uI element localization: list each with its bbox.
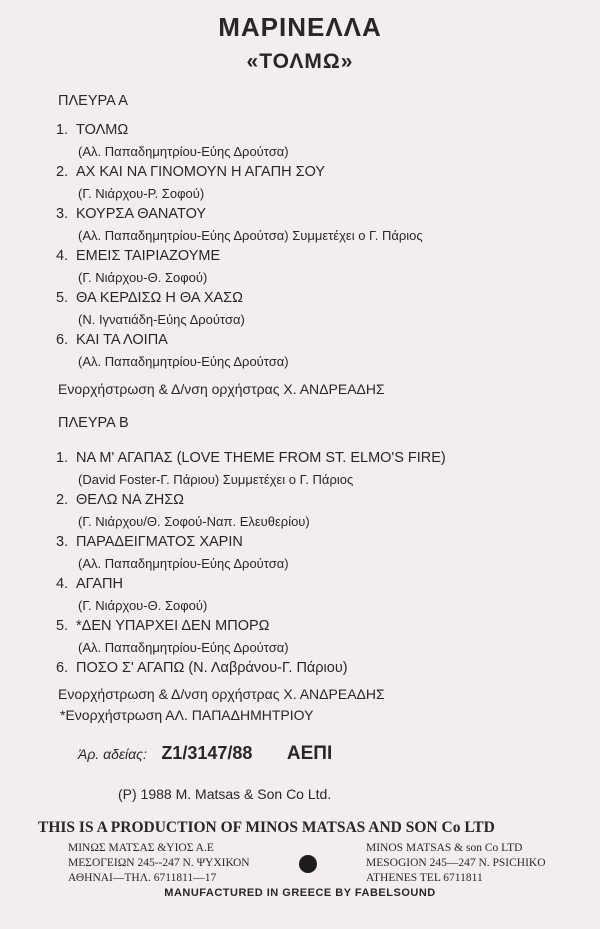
track-credit: (Αλ. Παπαδημητρίου-Εύης Δρούτσα) Συμμετέχει ο Γ. Πάριος xyxy=(78,228,423,243)
bullet-dot-icon xyxy=(299,855,317,873)
address-latin xyxy=(366,841,546,886)
track-title: ΕΜΕΙΣ ΤΑΙΡΙΑΖΟΥΜΕ xyxy=(76,248,221,264)
track-number: 6. xyxy=(56,660,69,676)
track-credit: (Αλ. Παπαδημητρίου-Εύης Δρούτσα) xyxy=(78,144,289,159)
track-credit: (Γ. Νιάρχου-Θ. Σοφού) xyxy=(78,598,208,613)
track-number: 3. xyxy=(56,534,69,550)
track-title: ΠΟΣΟ Σ' ΑΓΑΠΩ (Ν. Λαβράνου-Γ. Πάριου) xyxy=(76,660,348,676)
address-line: ΜΙΝΩΣ ΜΑΤΣΑΣ &ΥΙΟΣ Α.Ε xyxy=(68,842,214,854)
track-item xyxy=(56,330,576,372)
side-a-arrangement: Ενορχήστρωση & Δ/νση ορχήστρας Χ. ΑΝΔΡΕΑΔΗΣ xyxy=(58,381,385,397)
track-title: ΝΑ Μ' ΑΓΑΠΑΣ (LOVE THEME FROM ST. ELMO'S FIRE) xyxy=(76,450,446,466)
track-item xyxy=(56,658,576,679)
license-line xyxy=(78,743,332,765)
track-number: 6. xyxy=(56,332,69,348)
address-line: ΑΘΗΝΑΙ—ΤΗΛ. 6711811—17 xyxy=(68,872,217,884)
track-item xyxy=(56,532,576,574)
track-credit: (Γ. Νιάρχου-Θ. Σοφού) xyxy=(78,270,208,285)
track-credit: (Ν. Ιγνατιάδη-Εύης Δρούτσα) xyxy=(78,312,245,327)
track-item xyxy=(56,574,576,616)
license-label: Άρ. αδείας: xyxy=(78,746,147,762)
track-number: 4. xyxy=(56,248,69,264)
track-title: ΚΟΥΡΣΑ ΘΑΝΑΤΟΥ xyxy=(76,206,207,222)
track-number: 2. xyxy=(56,164,69,180)
side-b-arrangement: Ενορχήστρωση & Δ/νση ορχήστρας Χ. ΑΝΔΡΕΑΔΗΣ xyxy=(58,686,385,702)
side-a-tracklist xyxy=(56,120,576,372)
track-item xyxy=(56,246,576,288)
address-line: MINOS MATSAS & son Co LTD xyxy=(366,842,523,854)
album-title: «ΤΟΛΜΩ» xyxy=(246,50,354,73)
track-title: ΚΑΙ ΤΑ ΛΟΙΠΑ xyxy=(76,332,168,348)
side-b-tracklist xyxy=(56,448,576,679)
track-item xyxy=(56,448,576,490)
manufactured-notice: MANUFACTURED IN GREECE BY FABELSOUND xyxy=(164,887,436,899)
address-greek xyxy=(68,841,250,886)
track-number: 1. xyxy=(56,450,69,466)
license-org: ΑΕΠΙ xyxy=(286,743,333,764)
address-line: ATHENES TEL 6711811 xyxy=(366,872,483,884)
track-item xyxy=(56,288,576,330)
track-title: ΑΓΑΠΗ xyxy=(76,576,123,592)
track-number: 4. xyxy=(56,576,69,592)
license-code: Ζ1/3147/88 xyxy=(161,743,253,763)
track-credit: (Αλ. Παπαδημητρίου-Εύης Δρούτσα) xyxy=(78,556,289,571)
track-number: 5. xyxy=(56,618,69,634)
track-item xyxy=(56,204,576,246)
track-title: ΘΕΛΩ ΝΑ ΖΗΣΩ xyxy=(76,492,185,508)
track-item xyxy=(56,162,576,204)
track-number: 5. xyxy=(56,290,69,306)
track-item xyxy=(56,490,576,532)
track-credit: (Γ. Νιάρχου/Θ. Σοφού-Ναπ. Ελευθερίου) xyxy=(78,514,310,529)
address-line: MESOGION 245—247 N. PSICHIKO xyxy=(366,857,546,869)
track-number: 1. xyxy=(56,122,69,138)
side-a-heading: ΠΛΕΥΡΑ Α xyxy=(58,93,128,109)
track-title: ΘΑ ΚΕΡΔΙΣΩ Η ΘΑ ΧΑΣΩ xyxy=(76,290,243,306)
track-credit: (Αλ. Παπαδημητρίου-Εύης Δρούτσα) xyxy=(78,640,289,655)
track-title: ΠΑΡΑΔΕΙΓΜΑΤΟΣ ΧΑΡΙΝ xyxy=(76,534,243,550)
copyright: (P) 1988 M. Matsas & Son Co Ltd. xyxy=(118,786,332,802)
production-notice: THIS IS A PRODUCTION OF MINOS MATSAS AND SON Co LTD xyxy=(38,819,495,836)
address-line: ΜΕΣΟΓΕΙΩΝ 245--247 Ν. ΨΥΧΙΚΟΝ xyxy=(68,857,250,869)
track-number: 3. xyxy=(56,206,69,222)
track-item xyxy=(56,120,576,162)
track-item xyxy=(56,616,576,658)
track-title: ΑΧ ΚΑΙ ΝΑ ΓΙΝΟΜΟΥΝ Η ΑΓΑΠΗ ΣΟΥ xyxy=(76,164,326,180)
artist-name: ΜΑΡΙΝΕΛΛΑ xyxy=(218,12,382,42)
track-number: 2. xyxy=(56,492,69,508)
side-b-arrangement-note: *Ενορχήστρωση ΑΛ. ΠΑΠΑΔΗΜΗΤΡΙΟΥ xyxy=(60,707,314,723)
track-credit: (Γ. Νιάρχου-Ρ. Σοφού) xyxy=(78,186,205,201)
track-title: *ΔΕΝ ΥΠΑΡΧΕΙ ΔΕΝ ΜΠΟΡΩ xyxy=(76,618,270,634)
side-b-heading: ΠΛΕΥΡΑ Β xyxy=(58,415,129,431)
track-credit: (Αλ. Παπαδημητρίου-Εύης Δρούτσα) xyxy=(78,354,289,369)
track-title: ΤΟΛΜΩ xyxy=(76,122,129,138)
track-credit: (David Foster-Γ. Πάριου) Συμμετέχει ο Γ. Πάριος xyxy=(78,472,354,487)
